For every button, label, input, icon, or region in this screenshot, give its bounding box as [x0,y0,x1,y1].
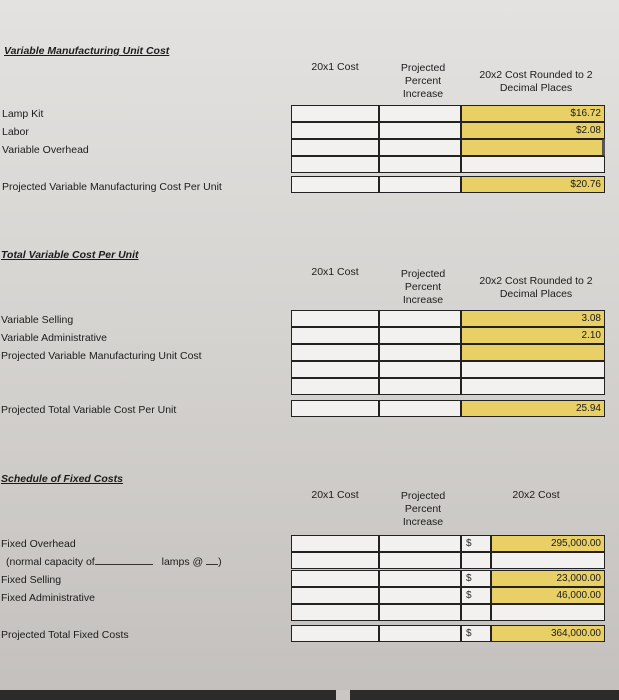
row-label-lamp-kit: Lamp Kit [2,108,44,120]
input-cell[interactable] [291,139,379,156]
input-cell[interactable] [379,570,461,587]
input-cell[interactable] [379,310,461,327]
currency-cell [461,552,491,569]
input-cell[interactable] [379,604,461,621]
row-label-variable-total: Projected Total Variable Cost Per Unit [1,404,177,416]
row-label-fixed-admin: Fixed Administrative [1,592,95,604]
value-cell-projected-mfg-unit-cost[interactable] [461,344,605,361]
input-cell[interactable] [379,400,461,417]
input-cell[interactable] [379,327,461,344]
section-title-variable-mfg: Variable Manufacturing Unit Cost [4,45,170,57]
section-title-fixed: Schedule of Fixed Costs [1,473,123,485]
row-label-variable-overhead: Variable Overhead [2,144,89,156]
value-cell-fixed-selling[interactable]: 23,000.00 [491,570,605,587]
rate-blank [206,564,218,565]
input-cell[interactable] [291,105,379,122]
value-cell-variable-total[interactable]: 25.94 [461,400,605,417]
row-label-normal-capacity: (normal capacity of lamps @ ) [6,556,222,568]
input-cell[interactable] [379,552,461,569]
currency-cell: $ [461,570,491,587]
currency-cell: $ [461,625,491,642]
input-cell[interactable] [291,400,379,417]
input-cell[interactable] [379,176,461,193]
col-header-20x2-cost: 20x2 Cost [512,489,560,501]
row-label-fixed-selling: Fixed Selling [1,574,62,586]
row-label-mfg-total: Projected Variable Manufacturing Cost Per Unit [2,181,222,193]
col-header-percent: Projected Percent Increase [400,490,446,528]
input-cell[interactable] [379,535,461,552]
value-cell-variable-overhead[interactable] [461,139,605,156]
currency-cell: $ [461,535,491,552]
capacity-blank [95,564,153,565]
col-header-20x1: 20x1 Cost [311,61,359,73]
col-header-20x2: 20x2 Cost Rounded to 2 Decimal Places [479,275,593,300]
input-cell[interactable] [379,122,461,139]
input-cell[interactable] [379,344,461,361]
section-title-total-variable: Total Variable Cost Per Unit [1,249,139,261]
input-cell[interactable] [379,587,461,604]
value-cell-variable-selling[interactable]: 3.08 [461,310,605,327]
input-cell[interactable] [379,378,461,395]
row-label-variable-selling: Variable Selling [1,314,74,326]
row-label-labor: Labor [2,126,29,138]
col-header-percent: Projected Percent Increase [400,268,446,306]
currency-cell: $ [461,587,491,604]
input-cell[interactable] [291,310,379,327]
input-cell[interactable] [291,327,379,344]
input-cell[interactable] [491,552,605,569]
row-label-projected-mfg-unit-cost: Projected Variable Manufacturing Unit Cost [1,350,202,362]
value-cell-variable-admin[interactable]: 2.10 [461,327,605,344]
col-header-20x1: 20x1 Cost [311,266,359,278]
row-label-fixed-total: Projected Total Fixed Costs [1,629,129,641]
input-cell[interactable] [379,361,461,378]
input-cell[interactable] [291,122,379,139]
currency-cell [461,604,491,621]
col-header-percent: Projected Percent Increase [400,62,446,100]
input-cell[interactable] [291,570,379,587]
input-cell[interactable] [291,378,379,395]
value-cell-mfg-total[interactable]: $20.76 [461,176,605,193]
value-cell-labor[interactable]: $2.08 [461,122,605,139]
value-cell-fixed-admin[interactable]: 46,000.00 [491,587,605,604]
input-cell[interactable] [291,552,379,569]
input-cell[interactable] [291,344,379,361]
input-cell[interactable] [291,361,379,378]
col-header-20x1: 20x1 Cost [311,489,359,501]
input-cell[interactable] [379,625,461,642]
value-cell-fixed-total[interactable]: 364,000.00 [491,625,605,642]
col-header-20x2: 20x2 Cost Rounded to 2 Decimal Places [479,69,593,94]
input-cell[interactable] [291,625,379,642]
row-label-fixed-overhead: Fixed Overhead [1,538,76,550]
input-cell[interactable] [461,156,605,173]
input-cell[interactable] [461,378,605,395]
bottom-edge-bar [0,690,619,700]
row-label-variable-admin: Variable Administrative [1,332,108,344]
value-cell-fixed-overhead[interactable]: 295,000.00 [491,535,605,552]
input-cell[interactable] [291,604,379,621]
input-cell[interactable] [291,156,379,173]
input-cell[interactable] [379,139,461,156]
input-cell[interactable] [291,176,379,193]
input-cell[interactable] [291,535,379,552]
input-cell[interactable] [291,587,379,604]
value-cell-lamp-kit[interactable]: $16.72 [461,105,605,122]
input-cell[interactable] [379,156,461,173]
input-cell[interactable] [461,361,605,378]
input-cell[interactable] [379,105,461,122]
input-cell[interactable] [491,604,605,621]
